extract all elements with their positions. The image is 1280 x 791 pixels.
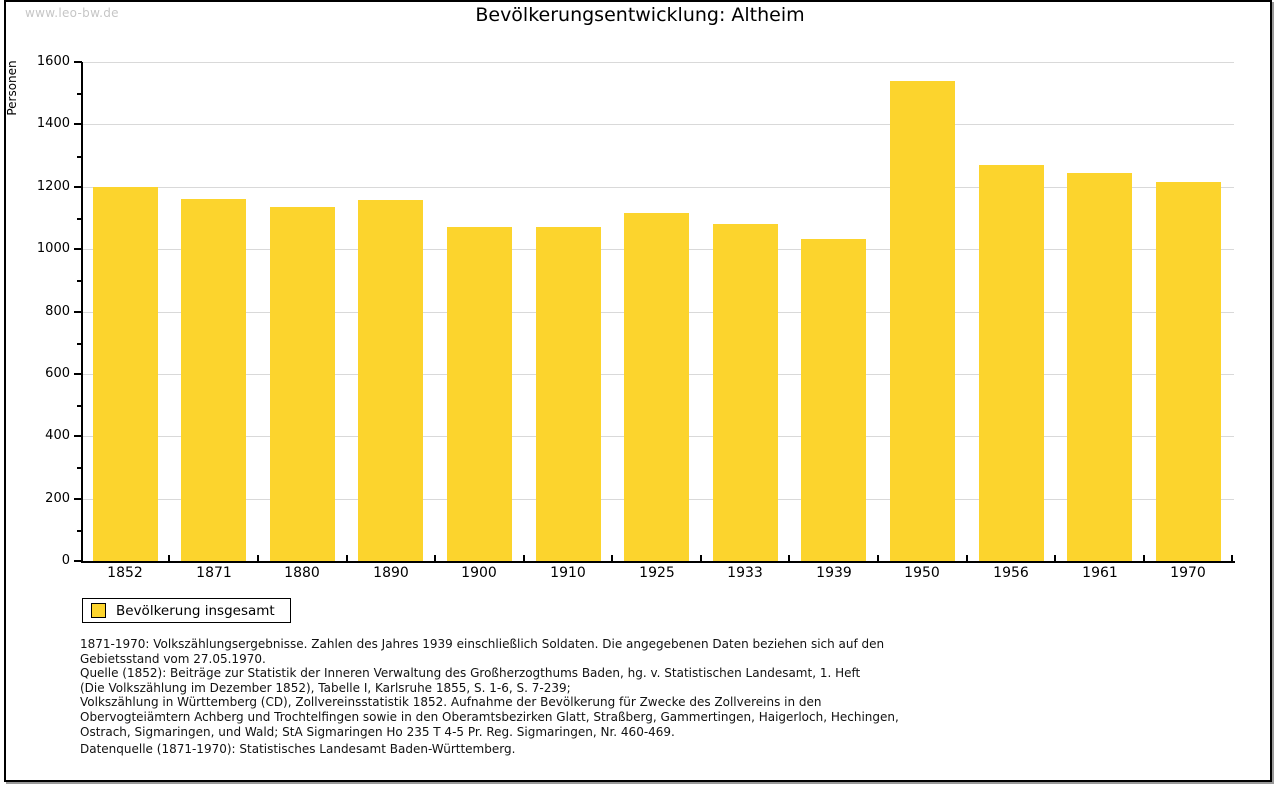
- bar-1950: [890, 81, 955, 561]
- footnotes: [80, 637, 1230, 739]
- bar-1970: [1156, 182, 1221, 561]
- y-axis-tick-label: 0: [61, 553, 70, 568]
- y-axis-tick-label: 400: [45, 428, 70, 443]
- bar-1900: [447, 227, 512, 561]
- page-title: Bevölkerungsentwicklung: Altheim: [475, 4, 805, 26]
- bar-1910: [536, 227, 601, 561]
- x-axis-label-1956: 1956: [993, 565, 1029, 581]
- footnote-line: Volkszählung in Württemberg (CD), Zollvereinsstatistik 1852. Aufnahme der Bevölkerung für Zwecke des Zollvereins in den: [80, 695, 822, 710]
- y-axis-tick-label: 800: [45, 304, 70, 319]
- datasource-line: Datenquelle (1871-1970): Statistisches Landesamt Baden-Württemberg.: [80, 742, 516, 756]
- x-axis-line: [81, 561, 1235, 563]
- gridline: [83, 62, 1234, 63]
- bar-1880: [270, 207, 335, 561]
- x-axis-label-1970: 1970: [1170, 565, 1206, 581]
- x-axis-label-1910: 1910: [550, 565, 586, 581]
- footnote-line: Quelle (1852): Beiträge zur Statistik der Inneren Verwaltung des Großherzogthums Baden, hg. v. Statistischen Landesamt, 1. Heft: [80, 666, 861, 681]
- bar-1956: [979, 165, 1044, 561]
- x-axis-label-1880: 1880: [284, 565, 320, 581]
- y-axis-line: [81, 62, 83, 563]
- x-axis-label-1933: 1933: [727, 565, 763, 581]
- legend: [82, 598, 291, 623]
- footnote-line: (Die Volkszählung im Dezember 1852), Tabelle I, Karlsruhe 1855, S. 1-6, S. 7-239;: [80, 680, 571, 695]
- y-axis-tick-label: 1200: [36, 179, 70, 194]
- y-axis-tick-label: 1000: [36, 241, 70, 256]
- bar-1925: [624, 213, 689, 561]
- footnote-line: Gebietsstand vom 27.05.1970.: [80, 651, 266, 666]
- x-axis-label-1871: 1871: [196, 565, 232, 581]
- footnote-line: 1871-1970: Volkszählungsergebnisse. Zahlen des Jahres 1939 einschließlich Soldaten. Die angegebenen Daten beziehen sich auf den: [80, 637, 885, 651]
- x-axis-label-1950: 1950: [904, 565, 940, 581]
- legend-swatch-icon: [91, 603, 106, 618]
- y-axis-tick-label: 1600: [36, 54, 70, 69]
- y-axis-tick-label: 600: [45, 366, 70, 381]
- watermark: www.leo-bw.de: [25, 6, 119, 20]
- bar-1961: [1067, 173, 1132, 561]
- y-axis-tick-label: 200: [45, 491, 70, 506]
- x-axis-label-1852: 1852: [107, 565, 143, 581]
- bar-1939: [801, 239, 866, 561]
- bar-1890: [358, 200, 423, 561]
- footnote-line: Obervogteiämtern Achberg und Trochtelfingen sowie in den Oberamtsbezirken Glatt, Straßberg, Gammertingen, Haigerloch, Hechingen,: [80, 709, 899, 724]
- gridline: [83, 124, 1234, 125]
- x-axis-label-1939: 1939: [816, 565, 852, 581]
- bar-1852: [93, 187, 158, 561]
- bar-1933: [713, 224, 778, 561]
- x-axis-label-1900: 1900: [461, 565, 497, 581]
- x-axis-label-1961: 1961: [1082, 565, 1118, 581]
- bar-1871: [181, 199, 246, 561]
- x-axis-label-1925: 1925: [639, 565, 675, 581]
- y-axis-label: Personen: [5, 60, 19, 116]
- x-axis-label-1890: 1890: [373, 565, 409, 581]
- legend-label: Bevölkerung insgesamt: [116, 602, 275, 619]
- gridline: [83, 187, 1234, 188]
- y-axis-tick-label: 1400: [36, 116, 70, 131]
- footnote-line: Ostrach, Sigmaringen, und Wald; StA Sigmaringen Ho 235 T 4-5 Pr. Reg. Sigmaringen, Nr. 460-469.: [80, 724, 675, 739]
